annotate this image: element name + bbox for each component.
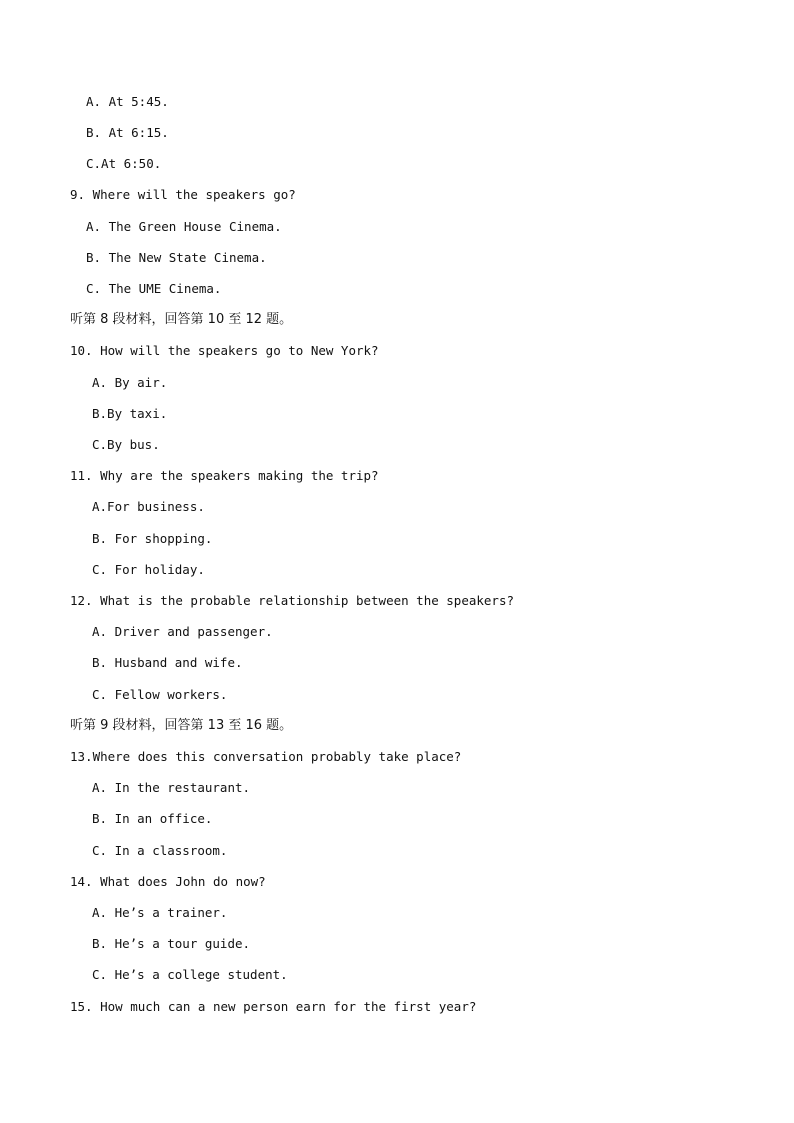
question-9: 9. Where will the speakers go? <box>70 187 296 202</box>
q13-option-a: A. In the restaurant. <box>92 780 251 795</box>
question-13: 13.Where does this conversation probably take place? <box>70 749 462 764</box>
q8-option-a: A. At 5:45. <box>86 94 169 109</box>
q13-option-c: C. In a classroom. <box>92 843 228 858</box>
q9-option-c: C. The UME Cinema. <box>86 281 222 296</box>
q10-option-c: C.By bus. <box>92 437 160 452</box>
question-14: 14. What does John do now? <box>70 874 266 889</box>
section-9-heading: 听第 9 段材料，回答第 13 至 16 题。 <box>70 718 293 733</box>
q9-option-a: A. The Green House Cinema. <box>86 219 282 234</box>
q12-option-a: A. Driver and passenger. <box>92 624 273 639</box>
q9-option-b: B. The New State Cinema. <box>86 250 267 265</box>
q11-option-b: B. For shopping. <box>92 531 213 546</box>
section-8-heading: 听第 8 段材料，回答第 10 至 12 题。 <box>70 312 293 327</box>
q11-option-a: A.For business. <box>92 499 205 514</box>
q14-option-b: B. He’s a tour guide. <box>92 936 251 951</box>
question-11: 11. Why are the speakers making the trip? <box>70 468 379 483</box>
q14-option-c: C. He’s a college student. <box>92 967 288 982</box>
question-15: 15. How much can a new person earn for the first year? <box>70 999 477 1014</box>
q8-option-c: C.At 6:50. <box>86 156 162 171</box>
q10-option-b: B.By taxi. <box>92 406 168 421</box>
q10-option-a: A. By air. <box>92 375 168 390</box>
q12-option-b: B. Husband and wife. <box>92 655 243 670</box>
q13-option-b: B. In an office. <box>92 811 213 826</box>
q12-option-c: C. Fellow workers. <box>92 687 228 702</box>
q11-option-c: C. For holiday. <box>92 562 205 577</box>
question-10: 10. How will the speakers go to New York? <box>70 343 379 358</box>
q14-option-a: A. He’s a trainer. <box>92 905 228 920</box>
q8-option-b: B. At 6:15. <box>86 125 169 140</box>
question-12: 12. What is the probable relationship between the speakers? <box>70 593 515 608</box>
